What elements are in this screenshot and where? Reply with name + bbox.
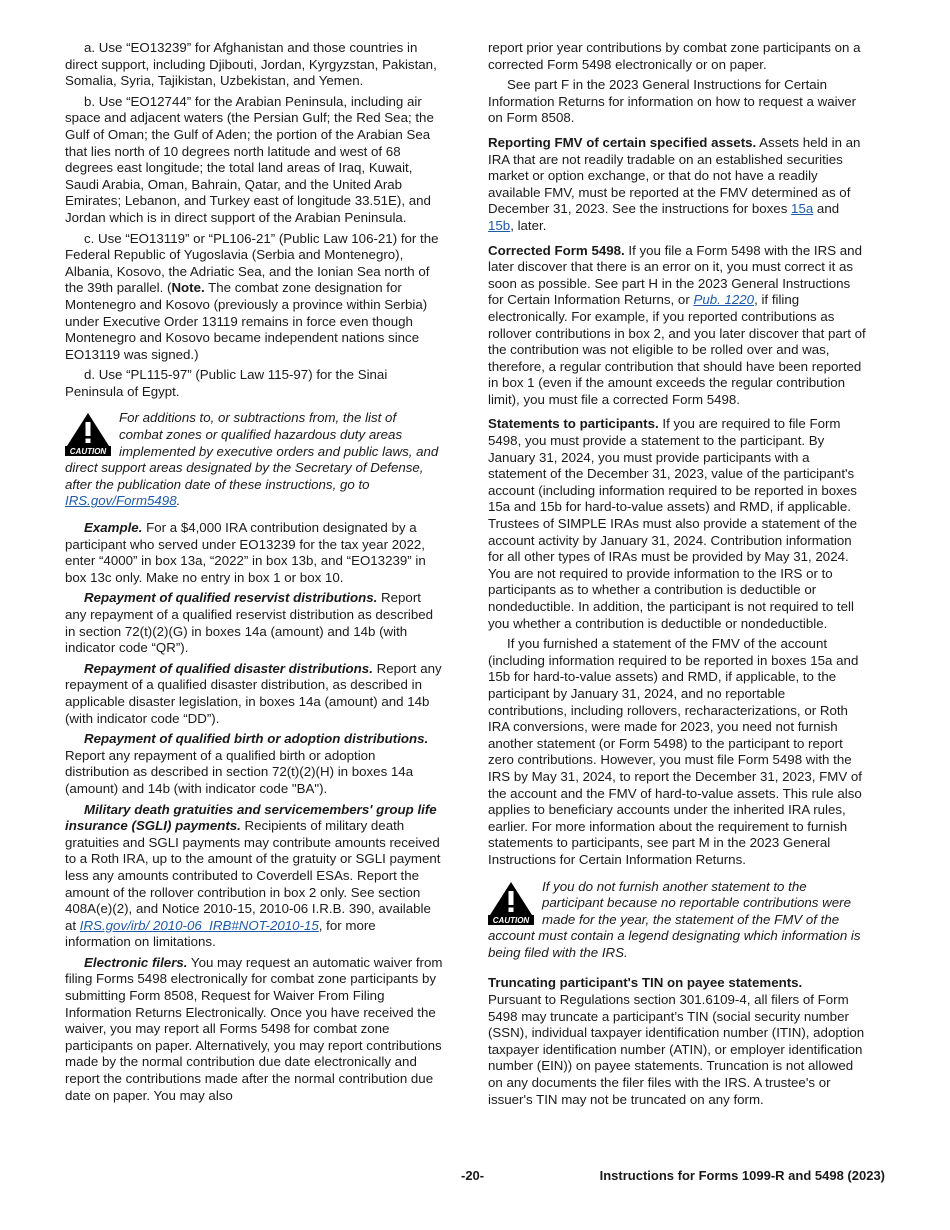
continued-paragraph: report prior year contributions by combat zone participants on a corrected Form 5498 electronically or on paper. <box>488 40 861 72</box>
caution-note: CAUTION For additions to, or subtractions from, the list of combat zones or qualified hazardous duty areas implemented by executive orders and public laws, and direct support areas designated by the Secretary of Defense, after the publication date of these instructions, go to IRS.gov/Form5498. <box>65 410 439 509</box>
part-f-paragraph: See part F in the 2023 General Instructions for Certain Information Returns for information on how to request a waiver on Form 8508. <box>488 77 857 126</box>
disaster-paragraph: Repayment of qualified disaster distributions. Report any repayment of a qualified disaster distribution, as described in applicable disaster legislation, in boxes 14a (amount) and 14b (with indicator code “DD”). <box>65 660 442 726</box>
caution-icon <box>65 412 111 456</box>
footer-title: Instructions for Forms 1099-R and 5498 (2023) <box>599 1168 885 1183</box>
form5498-link[interactable]: IRS.gov/Form5498 <box>65 493 177 509</box>
item-d: d. Use “PL115-97” (Public Law 115-97) for the Sinai Peninsula of Egypt. <box>65 367 388 399</box>
example-paragraph: Example. For a $4,000 IRA contribution designated by a participant who served under EO13239 for the tax year 2022, enter “4000” in box 13a, “2022” in box 13b, and “EO13239” in box 13c only. Make no entry in box 1 or box 10. <box>65 520 426 585</box>
electronic-filers-paragraph: Electronic filers. You may request an automatic waiver from filing Forms 5498 electronically for combat zone participants by submitting Form 8508, Request for Waiver From Filing Information Returns Electronically. Once you have received the waiver, you may report all Forms 5498 for combat zone participants on paper. Alternatively, you may report contributions made by the normal contribution due date electronically and report the contributions made after the normal contribution due date on paper. You may also <box>65 954 443 1103</box>
caution-icon <box>488 881 534 925</box>
item-c: c. Use “EO13119” or “PL106-21” (Public Law 106-21) for the Federal Republic of Yugoslavia (Serbia and Montenegro), Albania, Kosovo, the Adriatic Sea, and the Ionian Sea north of the 39th parallel. (Note. The combat zone designation for Montenegro and Kosovo (previously a province within Serbia) under Executive Order 13119 remains in force even though Montenegro and Kosovo became independent nations since EO13119 was signed.) <box>65 230 439 362</box>
right-column <box>488 40 866 1112</box>
military-paragraph: Military death gratuities and servicemembers' group life insurance (SGLI) payments. Recipients of military death gratuities and SGLI payments may contribute amounts received to a Roth IRA, up to the amount of the gratuity or SGLI payment less any amounts contributed to Coverdell ESAs. Report the amount of the rollover contribution in box 2 only. See section 408A(e)(2), and Notice 2010-15, 2010-06 I.R.B. 390, available at IRS.gov/irb/ 2010-06_IRB#NOT-2010-15, for more information on limitations. <box>65 801 441 950</box>
caution-note-2: CAUTION If you do not furnish another statement to the participant because no reportable contributions were made for the year, the statement of the FMV of the account must contain a legend designating which information is being filed with the IRS. <box>488 878 861 960</box>
caution-label: CAUTION <box>69 447 107 457</box>
pub-1220-link[interactable]: Pub. 1220 <box>693 292 755 308</box>
box-15a-link[interactable]: 15a <box>791 201 814 217</box>
birth-adoption-paragraph: Repayment of qualified birth or adoption distributions. Report any repayment of a qualified birth or adoption distribution as described in section 72(t)(2)(H) in boxes 14a (amount) and 14b (with indicator code "BA"). <box>65 731 429 796</box>
item-a: a. Use “EO13239” for Afghanistan and those countries in direct support, including Djibouti, Jordan, Kyrgyzstan, Pakistan, Somalia, Syria, Tajikistan, Uzbekistan, and Yemen. <box>65 40 437 89</box>
statements-paragraph: Statements to participants. If you are required to file Form 5498, you must provide a statement to the participant. By January 31, 2024, you must provide participants with a statement of the December 31, 2023, value of the participant's account (including information required to be reported in boxes 15a and 15b for hard-to-value assets) and RMD, if applicable. Trustees of SIMPLE IRAs must also provide a statement of the account activity by January 31, 2024. Contribution information for all other types of IRAs must be provided by May 31, 2024. You are not required to provide information to the IRS or to participants as to whether a contribution is deductible or nondeductible. In addition, the participant is not required to tell you whether a contribution is deductible or nondeductible. <box>488 416 858 631</box>
fmv-paragraph: Reporting FMV of certain specified assets. Assets held in an IRA that are not readily tradable on an established securities market or option exchange, or that do not have a readily available FMV, must be reported at the FMV determined as of December 31, 2023. See the instructions for boxes 15a and 15b, later. <box>488 134 861 233</box>
reservist-paragraph: Repayment of qualified reservist distributions. Report any repayment of a qualified reservist distribution as described in section 72(t)(2)(G) in boxes 14a (amount) and 14b (with indicator code “QR”). <box>65 590 434 656</box>
box-15b-link[interactable]: 15b <box>488 217 511 233</box>
furnished-paragraph: If you furnished a statement of the FMV of the account (including information required to be reported in boxes 15a and 15b for hard-to-value assets) and RMD, if applicable, to the participant by January 31, 2024, and no reportable contributions, including rollovers, recharacterizations, or Roth IRA conversions, were made for 2023, you need not furnish another statement (or Form 5498) to the participant to report zero contributions. However, you must file Form 5498 with the IRS by May 31, 2024, to report the December 31, 2023, FMV of the account and the FMV of hard-to-value assets. This rule also applies to beneficiary accounts under the inherited IRA rules, earlier. For more information about the requirement to furnish statements to participants, see part M in the 2023 General Instructions for Certain Information Returns. <box>488 636 862 867</box>
tin-heading: Truncating participant's TIN on payee statements. <box>488 975 803 991</box>
corrected-form-paragraph: Corrected Form 5498. If you file a Form 5498 with the IRS and later discover that there is an error on it, you must correct it as soon as possible. See part H in the 2023 General Instructions for Certain Information Returns, or Pub. 1220, if filing electronically. For example, if you reported contributions as rollover contributions in box 2, and you later discover that part of the contribution was not eligible to be rolled over and was, therefore, a regular contribution that should have been reported in box 1 (even if the amount exceeds the regular contribution limit), you must file a corrected Form 5498. <box>488 242 866 407</box>
caution-label: CAUTION <box>492 915 530 925</box>
irb-link[interactable]: IRS.gov/irb/ 2010-06_IRB#NOT-2010-15 <box>79 917 319 933</box>
tin-paragraph: Pursuant to Regulations section 301.6109-4, all filers of Form 5498 may truncate a participant’s TIN (social security number (SSN), individual taxpayer identification number (ITIN), adoption taxpayer identification number (ATIN), or employer identification number (EIN)) on payee statements. Truncation is not allowed on any documents the filer files with the IRS. A trustee's or issuer's TIN may not be truncated on any form. <box>488 992 865 1107</box>
left-column <box>65 40 443 1108</box>
page-number: -20- <box>461 1168 485 1183</box>
item-b: b. Use “EO12744” for the Arabian Peninsula, including air space and adjacent waters (the Persian Gulf; the Red Sea; the Gulf of Oman; the Gulf of Aden; the portion of the Arabian Sea that lies north of 10 degrees north latitude and west of 68 degrees east longitude; the total land areas of Iraq, Kuwait, Saudi Arabia, Oman, Bahrain, Qatar, and the United Arab Emirates; Lebanon, and Turkey east of longitude 33.51E), and Jordan which is in direct support of the Arabian Peninsula. <box>65 93 434 225</box>
